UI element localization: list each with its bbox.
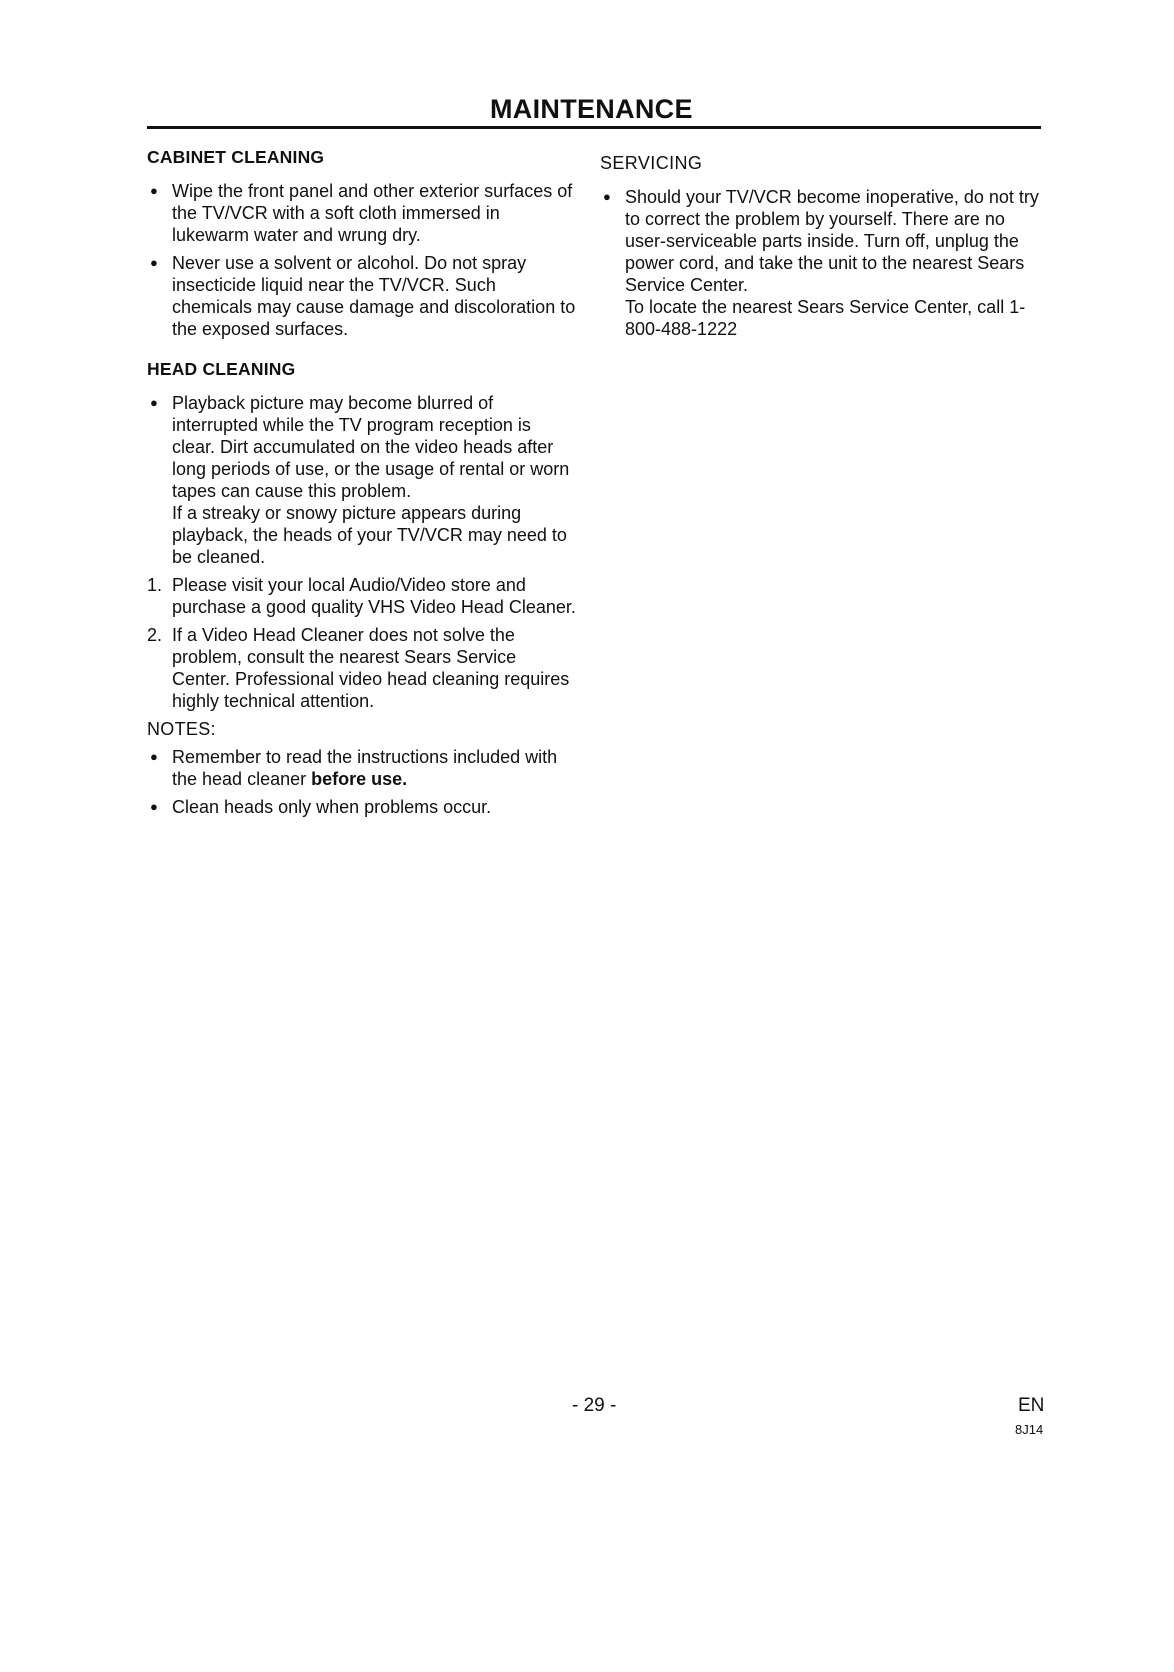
bullet-icon: ● (150, 183, 158, 198)
document-code: 8J14 (1015, 1422, 1044, 1437)
title-rule (147, 126, 1041, 129)
servicing-heading: SERVICING (600, 153, 703, 173)
notes-heading: NOTES: (147, 719, 216, 739)
bullet-icon: ● (150, 255, 158, 270)
cabinet-bullet-2-text: Never use a solvent or alcohol. Do not spray insecticide liquid near the TV/VCR. Such chemicals may cause damage and discoloration to the exposed surfaces. (172, 253, 576, 339)
page-number: - 29 - (572, 1395, 617, 1416)
head-step-1 (147, 574, 577, 618)
page-title: MAINTENANCE (490, 94, 693, 124)
note-2-text: Clean heads only when problems occur. (172, 797, 492, 817)
cabinet-cleaning-heading: CABINET CLEANING (147, 147, 325, 167)
head-bullet-para-2: If a streaky or snowy picture appears during playback, the heads of your TV/VCR may need to be cleaned. (172, 503, 567, 567)
step-number: 1. (147, 575, 163, 595)
note-1-text: Remember to read the instructions included with the head cleaner (172, 747, 558, 789)
step-number: 2. (147, 625, 163, 645)
servicing-para-2: To locate the nearest Sears Service Center, call 1-800-488-1222 (625, 297, 1026, 339)
cabinet-bullet-2 (147, 252, 577, 340)
head-bullet (147, 392, 577, 568)
head-step-2 (147, 624, 577, 712)
head-bullet-para-1: Playback picture may become blurred of interrupted while the TV program reception is clear. Dirt accumulated on the video heads after long periods of use, or the usage of rental or worn tapes can cause this problem. (172, 393, 570, 501)
servicing-para-1: Should your TV/VCR become inoperative, do not try to correct the problem by yourself. There are no user-serviceable parts inside. Turn off, unplug the power cord, and take the unit to the nearest Sears Service Center. (625, 187, 1039, 295)
language-code: EN (1018, 1395, 1045, 1416)
bullet-icon: ● (150, 799, 158, 814)
left-column (147, 146, 577, 824)
head-step-1-text: Please visit your local Audio/Video store and purchase a good quality VHS Video Head Cleaner. (172, 575, 576, 617)
cabinet-bullet-1-text: Wipe the front panel and other exterior surfaces of the TV/VCR with a soft cloth immersed in lukewarm water and wrung dry. (172, 181, 573, 245)
note-2 (147, 796, 577, 818)
servicing-bullet (600, 186, 1040, 340)
head-cleaning-heading: HEAD CLEANING (147, 359, 296, 379)
cabinet-bullet-1 (147, 180, 577, 246)
note-1 (147, 746, 577, 790)
bullet-icon: ● (150, 395, 158, 410)
bullet-icon: ● (150, 749, 158, 764)
bullet-icon: ● (603, 189, 611, 204)
head-step-2-text: If a Video Head Cleaner does not solve the problem, consult the nearest Sears Service Center. Professional video head cleaning requires highly technical attention. (172, 625, 570, 711)
note-1-bold-text: before use. (311, 769, 408, 789)
right-column (600, 152, 1040, 346)
